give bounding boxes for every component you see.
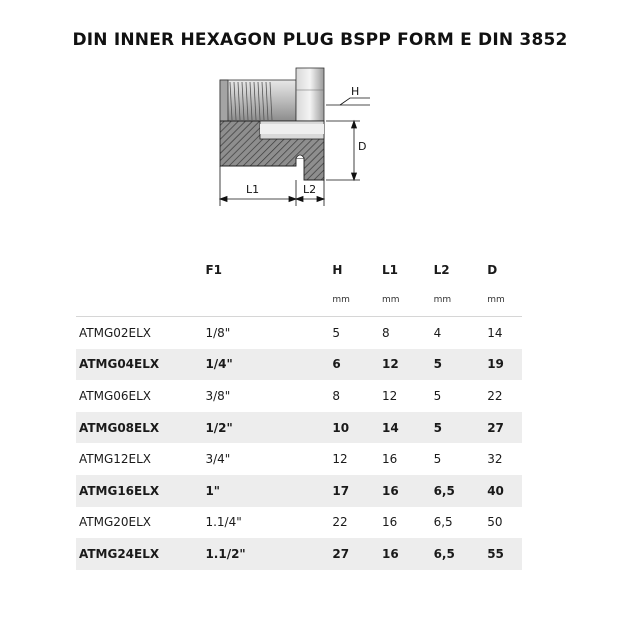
table-cell: 8 xyxy=(382,325,390,340)
table-cell: 14 xyxy=(487,325,503,340)
table-cell: ATMG08ELX xyxy=(76,412,205,444)
table-cell: 1/4" xyxy=(205,349,332,381)
table-cell: 5 xyxy=(434,412,488,444)
table-cell: ATMG24ELX xyxy=(76,538,205,570)
dimension-l1-label: L1 xyxy=(246,183,260,196)
table-cell: ATMG16ELX xyxy=(76,475,205,507)
thread-body xyxy=(220,80,296,121)
table-cell: 6,5 xyxy=(433,515,453,530)
table-cell: 5 xyxy=(433,452,442,467)
header-cell: L1 xyxy=(382,263,398,277)
table-cell: 16 xyxy=(382,515,398,530)
table-cell: 5 xyxy=(433,388,442,403)
table-cell: ATMG06ELX xyxy=(79,388,152,403)
table-cell: 55 xyxy=(487,538,522,570)
table-cell: 8 xyxy=(332,388,341,403)
table-cell: 6 xyxy=(332,349,382,381)
dimension-d xyxy=(326,121,360,180)
table-cell: 1" xyxy=(205,475,332,507)
table-cell: 40 xyxy=(487,475,522,507)
dimension-h xyxy=(326,98,370,105)
table-units-row xyxy=(76,284,522,317)
table-cell: 19 xyxy=(487,349,522,381)
table-cell: 3/4" xyxy=(205,452,231,467)
technical-drawing xyxy=(200,60,380,210)
table-cell: 1.1/2" xyxy=(205,538,332,570)
table-row xyxy=(76,538,522,570)
header-cell: H xyxy=(332,263,343,277)
table-cell: 17 xyxy=(332,475,382,507)
dimension-l2-label: L2 xyxy=(303,183,317,196)
table-cell: 27 xyxy=(332,538,382,570)
table-cell: 16 xyxy=(382,475,434,507)
header-cell: F1 xyxy=(205,263,222,277)
table-cell: 6,5 xyxy=(434,538,488,570)
table-cell: 27 xyxy=(487,412,522,444)
table-cell: 6,5 xyxy=(434,475,488,507)
header-cell: L2 xyxy=(433,263,450,277)
table-row xyxy=(76,380,522,412)
table-row xyxy=(76,443,522,475)
table-cell: 12 xyxy=(332,452,348,467)
table-row xyxy=(76,349,522,381)
table-cell: ATMG04ELX xyxy=(76,349,205,381)
page-title: DIN INNER HEXAGON PLUG BSPP FORM E DIN 3852 xyxy=(72,30,568,50)
unit-cell: mm xyxy=(332,284,382,317)
table-cell: 4 xyxy=(433,325,442,340)
table-row xyxy=(76,317,522,349)
unit-cell: mm xyxy=(434,284,488,317)
dimension-h-label: H xyxy=(351,85,360,98)
table-header-row xyxy=(76,256,522,284)
unit-cell xyxy=(76,284,205,317)
table-cell: ATMG12ELX xyxy=(79,452,152,467)
table-cell: 10 xyxy=(332,412,382,444)
table-cell: 32 xyxy=(487,452,503,467)
plug-head xyxy=(296,68,324,121)
unit-cell: mm xyxy=(382,284,434,317)
table-cell: 16 xyxy=(382,538,434,570)
table-cell: 16 xyxy=(382,452,398,467)
table-cell: ATMG20ELX xyxy=(79,515,152,530)
section-view xyxy=(220,121,324,180)
table-cell: 12 xyxy=(382,388,398,403)
table-cell: 5 xyxy=(434,349,488,381)
table-cell: ATMG02ELX xyxy=(79,325,152,340)
table-cell: 3/8" xyxy=(205,388,231,403)
table-row xyxy=(76,507,522,539)
table-cell: 1.1/4" xyxy=(205,515,242,530)
specs-table xyxy=(76,256,522,570)
table-cell: 5 xyxy=(332,325,341,340)
unit-cell xyxy=(205,284,332,317)
unit-cell: mm xyxy=(487,284,522,317)
table-cell: 50 xyxy=(487,515,503,530)
table-row xyxy=(76,412,522,444)
header-cell: D xyxy=(487,263,498,277)
header-cell xyxy=(76,256,205,284)
table-cell: 1/8" xyxy=(205,325,231,340)
table-cell: 14 xyxy=(382,412,434,444)
dimension-d-label: D xyxy=(358,140,367,153)
table-cell: 22 xyxy=(487,388,503,403)
table-row xyxy=(76,475,522,507)
table-cell: 12 xyxy=(382,349,434,381)
table-cell: 22 xyxy=(332,515,348,530)
table-cell: 1/2" xyxy=(205,412,332,444)
